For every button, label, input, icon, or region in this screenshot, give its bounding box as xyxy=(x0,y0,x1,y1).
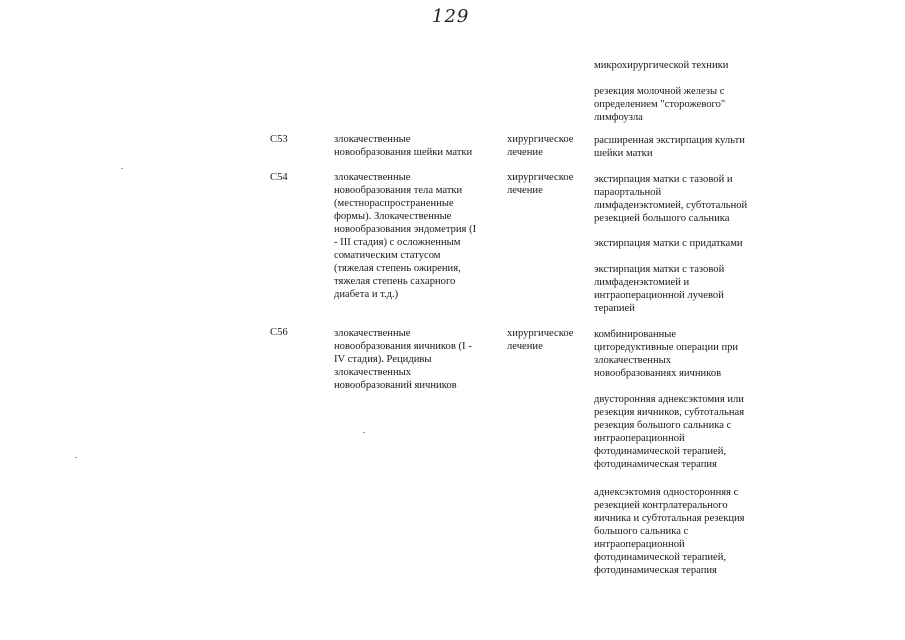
diagnosis-text: злокачественные новообразования тела матки (местнораспространенные формы). Злокачественные новообразования эндометрия (I - III стадия) с осложненным соматическим статусом (тяжелая степень ожирения, тяжелая степень сахарного диабета и т.д.) xyxy=(334,172,477,300)
scan-speck xyxy=(363,432,365,433)
treatment-type: хирургическое лечение xyxy=(507,134,574,158)
procedure-item: расширенная экстирпация культи шейки матки xyxy=(594,135,745,159)
procedure-item: экстирпация матки с придатками xyxy=(594,238,743,249)
diagnosis-text: злокачественные новообразования яичников (I - IV стадия). Рецидивы злокачественных новообразований яичников xyxy=(334,328,472,391)
page-number: 129 xyxy=(432,6,470,27)
scan-speck xyxy=(75,457,77,458)
treatment-type: хирургическое лечение xyxy=(507,172,574,196)
icd-code: C54 xyxy=(270,172,288,183)
diagnosis-text: злокачественные новообразования шейки матки xyxy=(334,134,473,158)
procedure-item: аднексэктомия односторонняя с резекцией контрлатерального яичника и субтотальная резекция большого сальника с интраоперационной фотодинамической терапией, фотодинамическая терапия xyxy=(594,487,745,576)
icd-code: C56 xyxy=(270,327,288,338)
procedure-item: микрохирургической техники xyxy=(594,60,729,71)
treatment-type: хирургическое лечение xyxy=(507,328,574,352)
procedure-item: двусторонняя аднексэктомия или резекция яичников, субтотальная резекция большого сальника с интраоперационной фотодинамической терапией, фотодинамическая терапия xyxy=(594,394,745,470)
icd-code: C53 xyxy=(270,134,288,145)
scan-speck xyxy=(121,168,123,169)
procedure-item: комбинированные циторедуктивные операции при злокачественных новообразованиях яичников xyxy=(594,329,739,379)
procedure-item: резекция молочной железы с определением "сторожевого" лимфоузла xyxy=(594,86,726,123)
procedure-item: экстирпация матки с тазовой и параортальной лимфаденэктомией, субтотальной резекцией большого сальника xyxy=(594,174,748,224)
procedure-item: экстирпация матки с тазовой лимфаденэктомией и интраоперационной лучевой терапией xyxy=(594,264,725,314)
